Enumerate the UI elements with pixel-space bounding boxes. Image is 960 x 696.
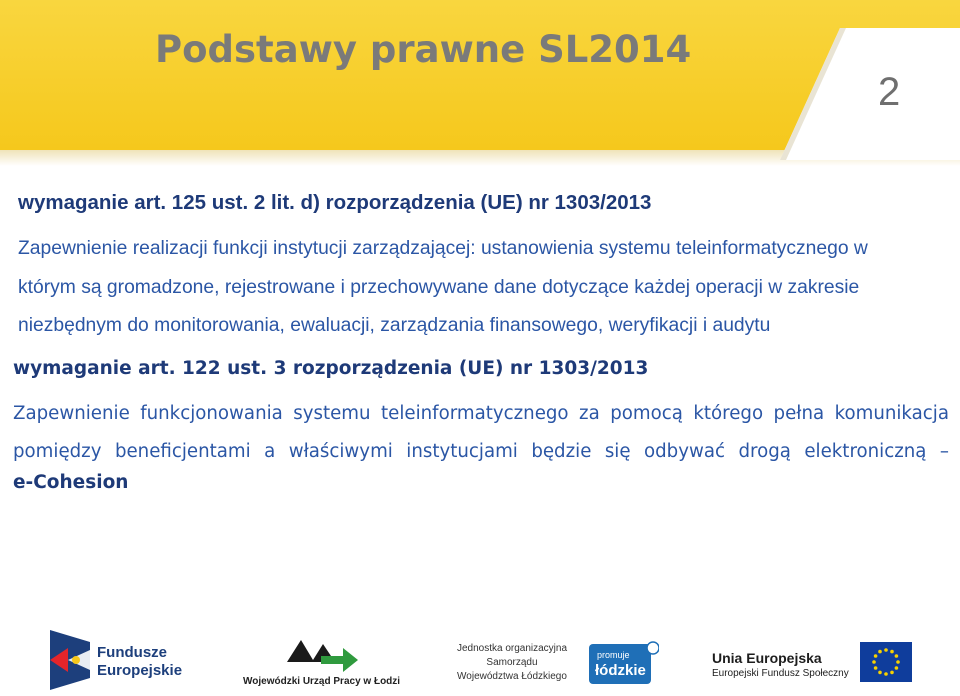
section-paragraph-art-125: [18, 230, 948, 346]
fundusze-europejskie-logo-text: [97, 644, 182, 680]
promuje-lodzkie-logo-icon: [589, 640, 659, 686]
slide-header: [0, 0, 960, 165]
ecohesion-label: e-Cohesion: [13, 472, 129, 493]
svg-text:promuje: promuje: [597, 650, 630, 660]
logo-text-line: Fundusze: [97, 644, 167, 661]
section-heading-art-125: wymaganie art. 125 ust. 2 lit. d) rozporządzenia (UE) nr 1303/2013: [18, 191, 652, 214]
logo-text-line: Samorządu: [486, 657, 538, 668]
eu-flag-icon: [860, 642, 912, 682]
logo-text-line: Województwa Łódzkiego: [457, 671, 567, 682]
paragraph-line: pomiędzy beneficjentami a właściwymi instytucjami będzie się odbywać drogą elektroniczną –: [13, 440, 949, 462]
logo-text-line: Unia Europejska: [712, 650, 822, 666]
page-number: 2: [878, 70, 901, 114]
wup-lodz-logo-text: Wojewódzki Urząd Pracy w Łodzi: [243, 676, 401, 687]
page-number-tab-shape: [780, 28, 960, 160]
section-paragraph-art-122: [13, 395, 949, 470]
slide-title: Podstawy prawne SL2014: [155, 28, 692, 71]
logo-text-line: Europejski Fundusz Społeczny: [712, 668, 849, 679]
paragraph-line: którym są gromadzone, rejestrowane i przechowywane dane dotyczące każdej operacji w zakresie: [18, 276, 860, 298]
samorzad-logo-text: [452, 642, 572, 684]
paragraph-line: Zapewnienie funkcjonowania systemu teleinformatycznego za pomocą którego pełna komunikacja: [13, 403, 949, 424]
section-heading-art-122: wymaganie art. 122 ust. 3 rozporządzenia (UE) nr 1303/2013: [13, 358, 649, 379]
svg-text:łódzkie: łódzkie: [595, 662, 646, 679]
logo-text-line: Jednostka organizacyjna: [456, 643, 568, 654]
fundusze-europejskie-logo-icon: [50, 630, 90, 690]
eu-logo-text: [712, 650, 849, 679]
footer-logos: [0, 620, 960, 696]
logo-text-line: Europejskie: [97, 662, 183, 679]
paragraph-line: Zapewnienie realizacji funkcji instytucji zarządzającej: ustanowienia systemu teleinformatycznego w: [18, 238, 868, 259]
wup-lodz-logo-icon: [283, 634, 358, 674]
paragraph-line: niezbędnym do monitorowania, ewaluacji, zarządzania finansowego, weryfikacji i audytu: [18, 315, 771, 336]
